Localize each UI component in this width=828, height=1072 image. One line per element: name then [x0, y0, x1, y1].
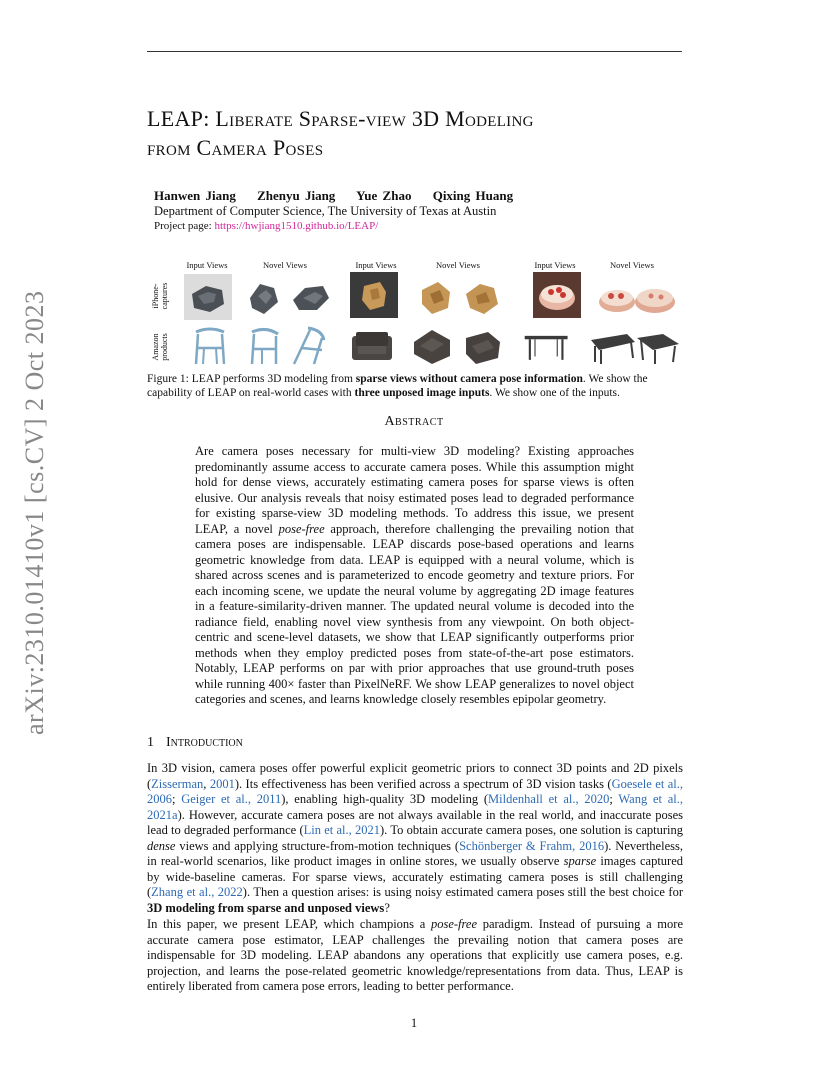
col-label: Novel Views: [436, 260, 480, 270]
col-label: Novel Views: [610, 260, 654, 270]
top-rule: [147, 51, 682, 52]
citation-link[interactable]: Geiger et al., 2011: [181, 792, 282, 806]
input-view-wood-puzzle: [350, 272, 398, 318]
body-text: images captured by wide-baseline cameras. For sparse views, accurately estimating camera poses is still challenging (: [147, 854, 684, 899]
intro-paragraph-2: [147, 917, 683, 995]
novel-view-metal-part: [287, 274, 335, 320]
body-emph: sparse: [563, 854, 597, 868]
novel-view-wood-puzzle: [458, 274, 506, 320]
row-label-amazon: Amazon products: [151, 333, 169, 361]
title-line2: from Camera Poses: [147, 135, 324, 160]
abstract-body: [195, 444, 634, 708]
caption-bold: three unposed image inputs: [354, 387, 490, 399]
caption-text: . We show one of the inputs.: [489, 387, 620, 399]
input-view-metal-part: [184, 274, 232, 320]
body-text: ). Its effectiveness has been verified across a spectrum of 3D vision tasks (: [234, 776, 612, 791]
arxiv-stamp: arXiv:2310.01410v1 [cs.CV] 2 Oct 2023: [20, 290, 49, 735]
col-label: Input Views: [186, 260, 228, 270]
body-bold: 3D modeling from sparse and unposed views: [147, 900, 385, 915]
affiliation: Department of Computer Science, The University of Texas at Austin: [154, 204, 497, 218]
author-list: [154, 188, 529, 204]
col-label: Novel Views: [263, 260, 307, 270]
body-text: views and applying structure-from-motion techniques (: [175, 838, 460, 853]
citation-link[interactable]: Goesele et al., 2006: [147, 776, 684, 806]
caption-bold: sparse views without camera pose information: [355, 373, 583, 385]
body-text: ). Nevertheless, in real-world scenarios, like product images in online stores, we usually observe: [147, 838, 683, 868]
intro-paragraph-1: [147, 761, 683, 916]
title-prefix: LEAP:: [147, 106, 216, 131]
author: Zhenyu Jiang: [257, 188, 336, 203]
body-text: ). Then a question arises: is using noisy estimated camera poses still the best choice for: [242, 885, 683, 899]
row-label-iphone: iPhone-captures: [151, 282, 169, 310]
body-text: ,: [203, 776, 210, 791]
project-page: [154, 220, 378, 232]
caption-text: . We show the capability of LEAP on real-world cases with: [147, 373, 648, 399]
abstract-text: Are camera poses necessary for multi-view 3D modeling? Existing approaches predominantly assume access to accurate camera poses. While this assumption might hold for dense views, accurately estimating camera poses for sparse views is often elusive. Our analysis reveals that noisy estimated poses lead to degraded performance for existing sparse-view 3D modeling methods. To address this issue, we present LEAP, a novel: [195, 444, 634, 536]
novel-view-chair: [240, 322, 288, 368]
caption-prefix: Figure 1:: [147, 373, 192, 385]
body-text: ?: [384, 900, 390, 915]
novel-view-wood-puzzle: [412, 274, 460, 320]
author: Qixing Huang: [432, 188, 514, 203]
project-label: Project page:: [154, 220, 215, 232]
section-title: Introduction: [166, 735, 243, 750]
novel-view-table: [633, 324, 681, 370]
input-view-sofa: [348, 322, 396, 368]
paper-title: [147, 104, 707, 162]
body-emph: dense: [147, 838, 176, 853]
citation-link[interactable]: Zhang et al., 2022: [151, 885, 243, 899]
novel-view-chair: [284, 322, 332, 368]
novel-view-sofa: [458, 322, 506, 368]
author: Hanwen Jiang: [154, 188, 236, 203]
citation-link[interactable]: Zisserman: [151, 776, 204, 791]
novel-view-cake: [631, 274, 679, 320]
input-view-chair: [186, 322, 234, 368]
abstract-heading: Abstract: [384, 414, 444, 429]
title-line1: Liberate Sparse-view 3D Modeling: [215, 106, 534, 131]
citation-link[interactable]: Mildenhall et al., 2020: [488, 792, 610, 806]
novel-view-table: [589, 324, 637, 370]
section-number: 1: [147, 735, 154, 750]
body-emph: pose-free: [430, 917, 478, 931]
novel-view-metal-part: [240, 274, 288, 320]
figure-caption: [147, 372, 687, 400]
body-text: ), enabling high-quality 3D modeling (: [281, 792, 489, 806]
novel-view-sofa: [408, 322, 456, 368]
body-text: ;: [609, 792, 619, 806]
page-number: 1: [410, 1016, 418, 1030]
body-text: ). To obtain accurate camera poses, one solution is capturing: [380, 823, 683, 837]
citation-link[interactable]: 2001: [209, 776, 235, 791]
input-view-cake: [533, 272, 581, 318]
body-text: In this paper, we present LEAP, which champions a: [147, 917, 431, 931]
input-view-table: [523, 324, 571, 370]
col-label: Input Views: [355, 260, 397, 270]
citation-link[interactable]: Wang et al., 2021a: [147, 792, 683, 822]
body-text: ). However, accurate camera poses are not always available in the real world, and inaccurate poses lead to degraded performance (: [147, 807, 683, 837]
body-text: ;: [172, 792, 182, 806]
col-label: Input Views: [534, 260, 576, 270]
body-text: In 3D vision, camera poses offer powerful explicit geometric priors to connect 3D points and 2D pixels (: [147, 761, 683, 791]
author: Yue Zhao: [356, 188, 412, 203]
abstract-emph: pose-free: [278, 521, 325, 536]
caption-text: LEAP performs 3D modeling from: [191, 373, 356, 385]
citation-link[interactable]: Lin et al., 2021: [303, 823, 381, 837]
project-link[interactable]: https://hwjiang1510.github.io/LEAP/: [214, 220, 379, 232]
citation-link[interactable]: Schönberger & Frahm, 2016: [459, 838, 605, 853]
body-text: paradigm. Instead of pursuing a more accurate camera pose estimator, LEAP challenges the prevailing notion that camera poses are indispensable for 3D modeling. LEAP abandons any operations that explicitly use camera poses, e.g. projection, and learns the pose-related geometric knowledge/representations from data. Thus, LEAP is entirely liberated from camera pose errors, leading to better performance.: [147, 917, 683, 993]
abstract-text: approach, therefore challenging the prevailing notion that camera poses are indispensable. LEAP discards pose-based operations and learns geometric knowledge from data. LEAP is equipped with a neural volume, which is shared across scenes and is parameterized to encode geometry and texture priors. For each incoming scene, we update the neural volume by aggregating 2D image features in a feature-similarity-driven manner. The updated neural volume is decoded into the radiance field, enabling novel view synthesis from any viewpoint. On both object-centric and scene-level datasets, we show that LEAP significantly outperforms prior methods when they employ predicted poses from state-of-the-art pose estimators. Notably, LEAP performs on par with prior approaches that use ground-truth poses while running 400× faster than PixelNeRF. We show LEAP generalizes to novel object categories and scenes, and learns knowledge closely resembles epipolar geometry.: [195, 521, 634, 706]
section-heading: [147, 735, 243, 751]
